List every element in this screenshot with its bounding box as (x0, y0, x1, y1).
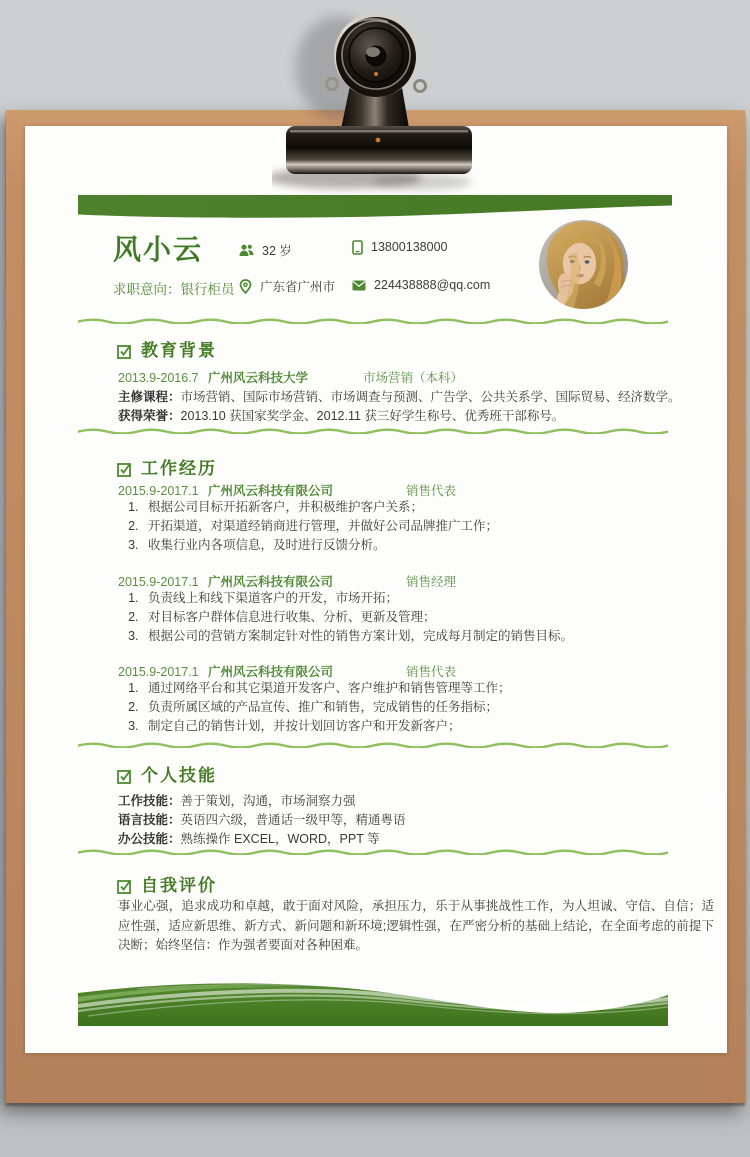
education-period: 2013.9-2016.7 (118, 371, 199, 385)
job-company: 广州风云科技有限公司 (208, 575, 334, 589)
candidate-name: 风小云 (113, 234, 204, 265)
job-period: 2015.9-2017.1 (118, 575, 199, 589)
education-major: 市场营销（本科） (363, 371, 464, 385)
checkbox-check-icon (117, 462, 132, 477)
envelope-icon (352, 280, 366, 291)
job-duty-item: 2. 对目标客户群体信息进行收集、分析、更新及管理； (142, 608, 678, 627)
section-divider (78, 427, 668, 434)
job-duty-item: 2. 负责所属区域的产品宣传、推广和销售，完成销售的任务指标； (142, 698, 678, 717)
phone-field (352, 238, 447, 256)
skill-row (118, 793, 698, 810)
clip-graphic (272, 6, 488, 206)
courses-label: 主修课程： (118, 390, 181, 404)
job-duty-item: 1. 根据公司目标开拓新客户，并积极维护客户关系； (142, 498, 678, 517)
section-title-text: 个人技能 (141, 766, 217, 785)
honors-label: 获得荣誉： (118, 409, 181, 423)
job-intention-value: 银行柜员 (180, 282, 235, 297)
section-divider (78, 848, 668, 855)
evaluation-text: 事业心强，追求成功和卓越，敢于面对风险，承担压力，乐于从事挑战性工作，为人坦诚、守信、自信；适应性强，适应新思维、新方式、新问题和新环境;逻辑性强，在严密分析的基础上结论，在全面考虑的前提下决断；始终坚信：作为强者要面对各种困难。 (118, 899, 714, 952)
skill-text: 英语四六级，普通话一级甲等，精通粤语 (180, 813, 406, 827)
age-value: 32 岁 (262, 244, 292, 258)
section-divider (78, 741, 668, 748)
skill-label: 工作技能： (118, 794, 181, 808)
skill-row (118, 812, 698, 829)
job-company: 广州风云科技有限公司 (208, 665, 334, 679)
checkbox-check-icon (117, 344, 132, 359)
job-duty-item: 3. 根据公司的营销方案制定针对性的销售方案计划，完成每月制定的销售目标。 (142, 627, 678, 646)
education-school: 广州风云科技大学 (208, 371, 309, 385)
checkbox-check-icon (117, 879, 132, 894)
checkbox-check-icon (117, 769, 132, 784)
education-honors (118, 408, 698, 425)
job-meta-row (118, 483, 456, 499)
section-title-evaluation (117, 875, 217, 897)
resume-paper (25, 126, 727, 1053)
job-role: 销售代表 (406, 484, 457, 498)
job-duty-item: 1. 负责线上和线下渠道客户的开发，市场开拓； (142, 589, 678, 608)
email-field (352, 276, 490, 294)
footer-wave-graphic (78, 982, 668, 1026)
section-title-text: 教育背景 (141, 341, 217, 360)
location-pin-icon (239, 279, 252, 294)
job-meta-row (118, 664, 456, 680)
job-intention (113, 281, 235, 299)
job-duty-item: 3. 收集行业内各项信息，及时进行反馈分析。 (142, 536, 678, 555)
job-period: 2015.9-2017.1 (118, 484, 199, 498)
job-duty-list (118, 498, 678, 555)
avatar (539, 220, 628, 309)
job-duty-item: 3. 制定自己的销售计划，并按计划回访客户和开发新客户； (142, 717, 678, 736)
job-period: 2015.9-2017.1 (118, 665, 199, 679)
phone-icon (352, 240, 363, 255)
skill-label: 语言技能： (118, 813, 181, 827)
courses-text: 市场营销、国际市场营销、市场调查与预测、广告学、公共关系学、国际贸易、经济数学。 (180, 390, 681, 404)
age-field (239, 241, 292, 259)
phone-value: 13800138000 (371, 240, 448, 254)
email-value: 224438888@qq.com (374, 278, 491, 292)
location-field (239, 277, 335, 295)
skill-label: 办公技能： (118, 832, 181, 846)
section-title-work (117, 458, 217, 480)
job-duty-list (118, 679, 678, 736)
job-role: 销售经理 (406, 575, 457, 589)
job-duty-item: 2. 开拓渠道，对渠道经销商进行管理，并做好公司品牌推广工作； (142, 517, 678, 536)
honors-text: 2013.10 获国家奖学金、2012.11 获三好学生称号、优秀班干部称号。 (180, 409, 565, 423)
skill-text: 善于策划，沟通，市场洞察力强 (180, 794, 356, 808)
section-title-text: 工作经历 (141, 459, 217, 478)
section-title-text: 自我评价 (141, 876, 217, 895)
job-duty-list (118, 589, 678, 646)
skill-row (118, 831, 698, 848)
job-meta-row (118, 574, 456, 590)
job-role: 销售代表 (406, 665, 457, 679)
skill-text: 熟练操作 EXCEL，WORD，PPT 等 (180, 832, 380, 846)
section-title-skills (117, 765, 217, 787)
people-icon (239, 244, 254, 257)
job-company: 广州风云科技有限公司 (208, 484, 334, 498)
avatar-photo (539, 220, 628, 309)
location-value: 广东省广州市 (260, 280, 336, 294)
job-duty-item: 1. 通过网络平台和其它渠道开发客户、客户维护和销售管理等工作； (142, 679, 678, 698)
section-divider (78, 317, 668, 324)
education-courses (118, 389, 698, 406)
job-intention-label: 求职意向： (113, 282, 181, 297)
section-title-education (117, 340, 217, 362)
education-meta-row (118, 370, 463, 386)
